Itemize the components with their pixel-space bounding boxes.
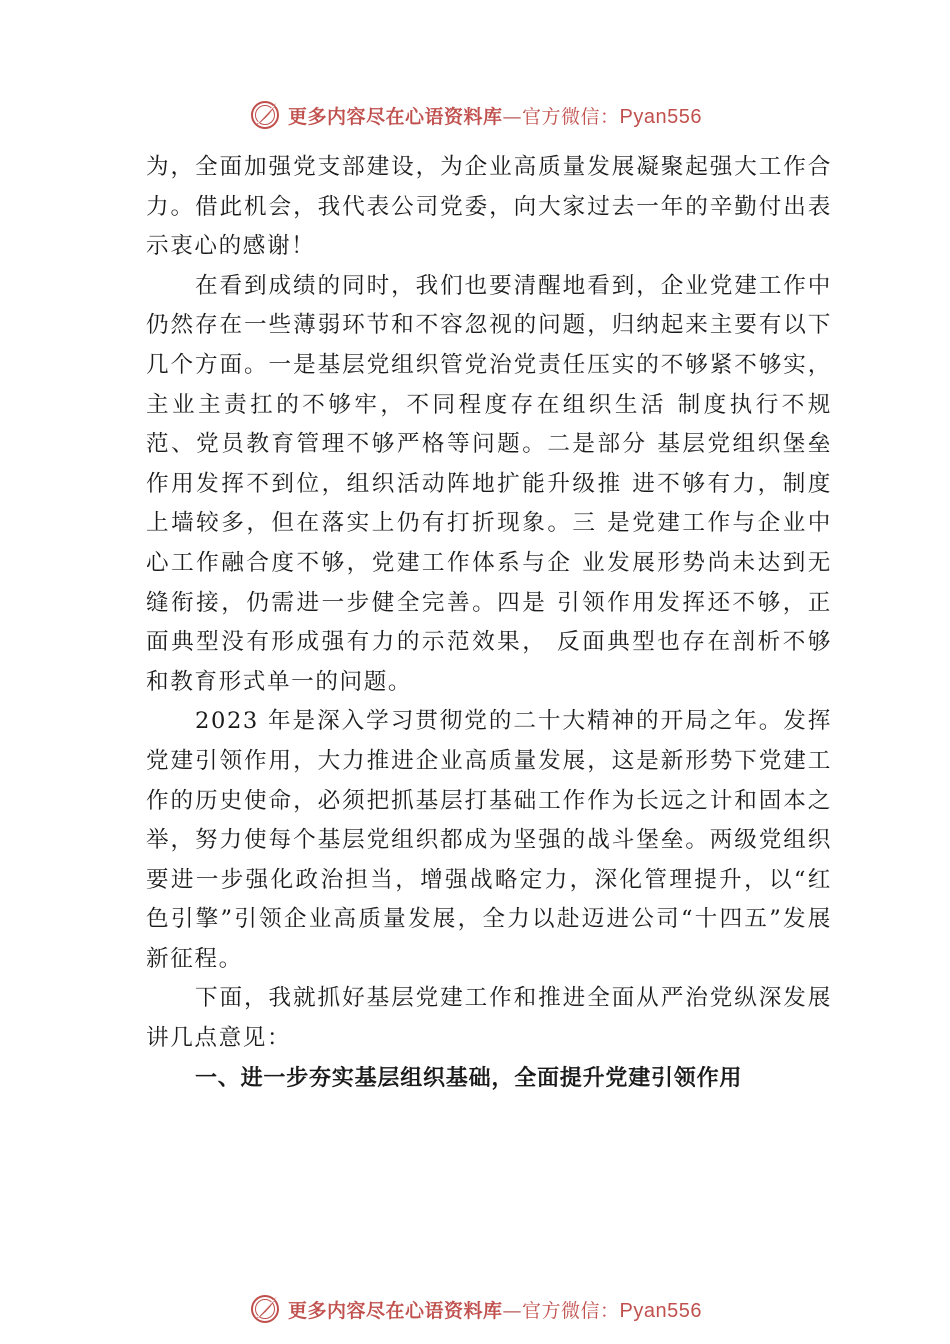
paragraph-intro-opinions: 下面，我就抓好基层党建工作和推进全面从严治党纵深发展讲几点意见： [146, 985, 832, 1052]
quill-pen-seal-icon [248, 98, 282, 132]
paragraph-2023-outlook: 2023 年是深入学习贯彻党的二十大精神的开局之年。发挥党建引领作用，大力推进企业高质量发展，这是新形势下党建工作的历史使命，必须把抓基层打基础工作作为长远之计和固本之举，努力使每个基层党组织都成为坚强的战斗堡垒。两级党组织要进一步强化政治担当，增强战略定力，深化管理提升，以“红色引擎”引领企业高质量发展，全力以赴迈进公司“十四五”发展新征程。 [146, 708, 832, 972]
header-watermark [0, 95, 950, 135]
watermark-wechat-id: Pyan556 [619, 105, 702, 128]
watermark-text [288, 1296, 702, 1323]
watermark-separator: — [502, 105, 523, 128]
watermark-brand: 更多内容尽在心语资料库 [288, 105, 503, 128]
paragraph-problems: 在看到成绩的同时，我们也要清醒地看到，企业党建工作中仍然存在一些薄弱环节和不容忽视的问题，归纳起来主要有以下几个方面。一是基层党组织管党治党责任压实的不够紧不够实，主业主责扛的不够牢，不同程度存在组织生活 制度执行不规范、党员教育管理不够严格等问题。二是部分 基层党组织堡垒作用发挥不到位，组织活动阵地扩能升级推 进不够有力，制度上墙较多，但在落实上仍有打折现象。三 是党建工作与企业中心工作融合度不够，党建工作体系与企 业发展形势尚未达到无缝衔接，仍需进一步健全完善。四是 引领作用发挥还不够，正面典型没有形成强有力的示范效果， 反面典型也存在剖析不够和教育形式单一的问题。 [146, 272, 832, 695]
paragraph-continuation: 为，全面加强党支部建设，为企业高质量发展凝聚起强大工作合力。借此机会，我代表公司党委，向大家过去一年的辛勤付出表示衷心的感谢！ [146, 154, 832, 260]
watermark-text [288, 102, 702, 129]
watermark-brand: 更多内容尽在心语资料库 [288, 1299, 503, 1322]
footer-watermark [0, 1289, 950, 1329]
watermark-label: 官方微信： [522, 1299, 620, 1322]
section-heading-1: 一、进一步夯实基层组织基础，全面提升党建引领作用 [195, 1065, 743, 1091]
watermark-label: 官方微信： [522, 105, 620, 128]
quill-pen-seal-icon [248, 1292, 282, 1326]
watermark-separator: — [502, 1299, 523, 1322]
document-body [146, 148, 832, 1099]
watermark-wechat-id: Pyan556 [619, 1299, 702, 1322]
